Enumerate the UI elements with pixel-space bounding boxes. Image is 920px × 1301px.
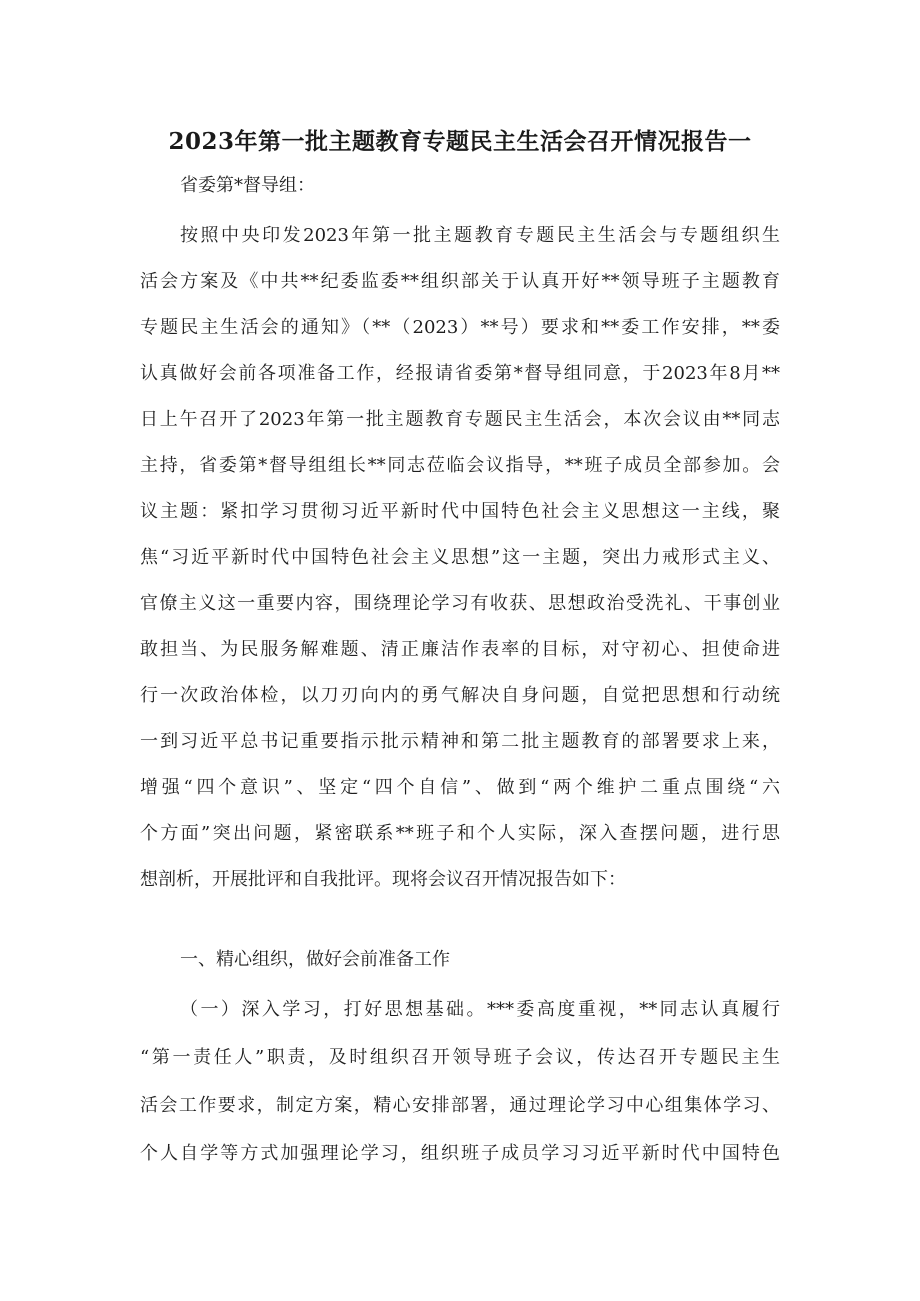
paragraph-line: 活会方案及《中共**纪委监委**组织部关于认真开好**领导班子主题教育 bbox=[140, 271, 780, 292]
subsection-line: （一）深入学习，打好思想基础。***委高度重视，**同志认真履行 bbox=[180, 999, 780, 1020]
document-title: 2023年第一批主题教育专题民主生活会召开情况报告一 bbox=[168, 128, 752, 155]
paragraph-line: “第一责任人”职责，及时组织召开领导班子会议，传达召开专题民主生 bbox=[140, 1047, 780, 1068]
paragraph-line: 个方面”突出问题，紧密联系**班子和个人实际，深入查摆问题，进行思 bbox=[140, 823, 780, 844]
paragraph-line: 行一次政治体检，以刀刃向内的勇气解决自身问题，自觉把思想和行动统 bbox=[140, 685, 780, 706]
paragraph-line: 增强“四个意识”、坚定“四个自信”、做到“两个维护二重点围绕“六 bbox=[140, 777, 780, 798]
paragraph-line: 主持，省委第*督导组组长**同志莅临会议指导，**班子成员全部参加。会 bbox=[140, 455, 780, 476]
paragraph-line: 认真做好会前各项准备工作，经报请省委第*督导组同意，于2023年8月** bbox=[140, 363, 780, 384]
paragraph-line: 日上午召开了2023年第一批主题教育专题民主生活会，本次会议由**同志 bbox=[140, 409, 780, 430]
paragraph-line: 想剖析，开展批评和自我批评。现将会议召开情况报告如下： bbox=[140, 869, 626, 890]
paragraph-line: 焦“习近平新时代中国特色社会主义思想”这一主题，突出力戒形式主义、 bbox=[140, 547, 780, 568]
salutation: 省委第*督导组： bbox=[180, 175, 315, 196]
paragraph-line: 议主题：紧扣学习贯彻习近平新时代中国特色社会主义思想这一主线，聚 bbox=[140, 501, 780, 522]
paragraph-line: 官僚主义这一重要内容，围绕理论学习有收获、思想政治受洗礼、干事创业 bbox=[140, 593, 780, 614]
paragraph-line: 活会工作要求，制定方案，精心安排部署，通过理论学习中心组集体学习、 bbox=[140, 1095, 780, 1116]
paragraph-line: 一到习近平总书记重要指示批示精神和第二批主题教育的部署要求上来， bbox=[140, 731, 780, 752]
paragraph-line: 敢担当、为民服务解难题、清正廉洁作表率的目标，对守初心、担使命进 bbox=[140, 639, 780, 660]
section-heading: 一、精心组织，做好会前准备工作 bbox=[180, 949, 450, 970]
paragraph-line: 专题民主生活会的通知》（**（2023）**号）要求和**委工作安排，**委 bbox=[140, 317, 780, 338]
paragraph-line: 个人自学等方式加强理论学习，组织班子成员学习习近平新时代中国特色 bbox=[140, 1143, 780, 1164]
paragraph-line: 按照中央印发2023年第一批主题教育专题民主生活会与专题组织生 bbox=[180, 225, 780, 246]
